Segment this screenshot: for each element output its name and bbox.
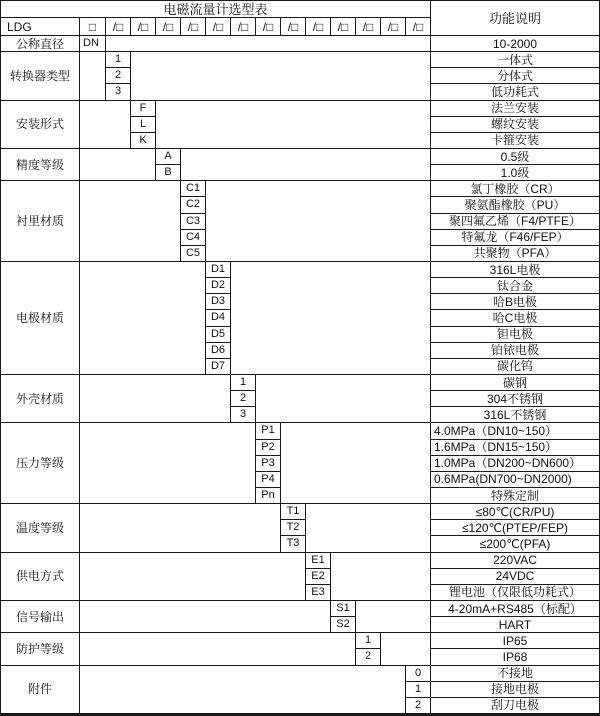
code-cell: T2 — [281, 520, 306, 536]
filler-cell — [80, 101, 131, 149]
model-slash-box: /□ — [381, 18, 406, 36]
code-cell: 2 — [231, 391, 256, 407]
desc-cell: 1.0MPa（DN200~DN600） — [431, 456, 599, 472]
desc-cell: 铂铱电极 — [431, 343, 599, 359]
model-slash-box: /□ — [306, 18, 331, 36]
desc-cell: 0.6MPa(DN700~DN2000) — [431, 472, 599, 488]
code-cell: DN — [80, 36, 106, 52]
code-cell: B — [156, 165, 181, 181]
filler-cell — [80, 633, 356, 665]
code-cell: 2 — [356, 649, 381, 665]
category-cell: 供电方式 — [1, 553, 80, 601]
category-cell: 安装形式 — [1, 101, 80, 149]
category-cell: 信号输出 — [1, 601, 80, 633]
category-cell: 公称直径 — [1, 36, 80, 52]
function-description-header: 功能说明 — [431, 1, 599, 36]
code-cell: C4 — [181, 230, 206, 246]
desc-cell: 哈B电极 — [431, 294, 599, 310]
desc-cell: 0.5级 — [431, 149, 599, 165]
code-cell: T1 — [281, 504, 306, 520]
desc-cell: 304不锈钢 — [431, 391, 599, 407]
code-cell: P4 — [256, 472, 281, 488]
filler-cell — [331, 553, 431, 601]
code-cell: S2 — [331, 617, 356, 633]
code-cell: 2 — [406, 698, 431, 714]
code-cell: K — [131, 133, 156, 149]
code-cell: C2 — [181, 197, 206, 213]
desc-cell: 4.0MPa（DN10~150） — [431, 423, 599, 439]
filler-cell — [80, 149, 156, 181]
desc-cell: 聚氨酯橡胶（PU） — [431, 197, 599, 213]
code-cell: 1 — [231, 375, 256, 391]
model-slash-box: /□ — [156, 18, 181, 36]
desc-cell: 碳化钨 — [431, 359, 599, 375]
code-cell: 2 — [106, 68, 131, 84]
desc-cell: 10-2000 — [431, 36, 599, 52]
code-cell: D3 — [206, 294, 231, 310]
model-slash-box: /□ — [231, 18, 256, 36]
category-cell: 压力等级 — [1, 423, 80, 504]
desc-cell: 220VAC — [431, 553, 599, 569]
filler-cell — [281, 423, 431, 504]
desc-cell: 螺纹安装 — [431, 117, 599, 133]
category-cell: 外壳材质 — [1, 375, 80, 423]
code-cell: A — [156, 149, 181, 165]
code-cell: P3 — [256, 456, 281, 472]
desc-cell: 钽电极 — [431, 327, 599, 343]
desc-cell: 卡箍安装 — [431, 133, 599, 149]
desc-cell: 一体式 — [431, 52, 599, 68]
code-cell: D5 — [206, 327, 231, 343]
desc-cell: 哈C电极 — [431, 310, 599, 326]
desc-cell: 聚四氟乙烯（F4/PTFE） — [431, 214, 599, 230]
code-cell: S1 — [331, 601, 356, 617]
code-cell: D2 — [206, 278, 231, 294]
filler-cell — [106, 36, 431, 52]
filler-cell — [206, 181, 431, 262]
desc-cell: ≤80℃(CR/PU) — [431, 504, 599, 520]
code-cell: Pn — [256, 488, 281, 504]
desc-cell: 钛合金 — [431, 278, 599, 294]
filler-cell — [80, 262, 206, 375]
code-cell: 3 — [106, 84, 131, 100]
code-cell: 1 — [356, 633, 381, 649]
desc-cell: 分体式 — [431, 68, 599, 84]
code-cell: D7 — [206, 359, 231, 375]
category-cell: 转换器类型 — [1, 52, 80, 100]
desc-cell: 刮刀电极 — [431, 698, 599, 714]
filler-cell — [306, 504, 431, 552]
code-cell: 0 — [406, 666, 431, 682]
category-cell: 温度等级 — [1, 504, 80, 552]
model-slash-box: /□ — [331, 18, 356, 36]
model-slash-box: /□ — [356, 18, 381, 36]
code-cell: 1 — [406, 682, 431, 698]
desc-cell: ≤200℃(PFA) — [431, 536, 599, 552]
code-cell: C3 — [181, 214, 206, 230]
filler-cell — [80, 375, 231, 423]
code-cell: E1 — [306, 553, 331, 569]
table-title: 电磁流量计选型表 — [1, 1, 431, 18]
model-prefix: LDG — [1, 18, 80, 36]
filler-cell — [80, 504, 281, 552]
desc-cell: ≤120℃(PTEP/FEP) — [431, 520, 599, 536]
filler-cell — [181, 149, 431, 181]
model-slash-box: /□ — [256, 18, 281, 36]
category-cell: 衬里材质 — [1, 181, 80, 262]
code-cell: D1 — [206, 262, 231, 278]
desc-cell: 碳钢 — [431, 375, 599, 391]
filler-cell — [80, 553, 306, 601]
code-cell: C1 — [181, 181, 206, 197]
code-cell: E2 — [306, 569, 331, 585]
code-cell: D4 — [206, 310, 231, 326]
code-cell: D6 — [206, 343, 231, 359]
desc-cell: 24VDC — [431, 569, 599, 585]
category-cell: 精度等级 — [1, 149, 80, 181]
filler-cell — [80, 423, 256, 504]
filler-cell — [80, 181, 181, 262]
desc-cell: 不接地 — [431, 666, 599, 682]
code-cell: E3 — [306, 585, 331, 601]
desc-cell: 氯丁橡胶（CR） — [431, 181, 599, 197]
code-cell: 3 — [231, 407, 256, 423]
filler-cell — [80, 666, 406, 714]
filler-cell — [156, 101, 431, 149]
code-cell: C5 — [181, 246, 206, 262]
model-slash-box: /□ — [106, 18, 131, 36]
filler-cell — [356, 601, 431, 633]
desc-cell: 接地电极 — [431, 682, 599, 698]
desc-cell: 1.6MPa（DN15~150） — [431, 440, 599, 456]
model-code-box: □ — [80, 18, 106, 36]
category-cell: 电极材质 — [1, 262, 80, 375]
desc-cell: 316L电极 — [431, 262, 599, 278]
filler-cell — [381, 633, 431, 665]
model-slash-box: /□ — [206, 18, 231, 36]
filler-cell — [256, 375, 431, 423]
category-cell: 附件 — [1, 666, 80, 714]
desc-cell: IP68 — [431, 649, 599, 665]
desc-cell: IP65 — [431, 633, 599, 649]
model-slash-box: /□ — [131, 18, 156, 36]
desc-cell: 锂电池（仅限低功耗式） — [431, 585, 599, 601]
desc-cell: HART — [431, 617, 599, 633]
filler-cell — [80, 601, 331, 633]
model-slash-box: /□ — [281, 18, 306, 36]
code-cell: F — [131, 101, 156, 117]
desc-cell: 特氟龙（F46/FEP） — [431, 230, 599, 246]
model-slash-box: /□ — [406, 18, 431, 36]
desc-cell: 4-20mA+RS485（标配） — [431, 601, 599, 617]
desc-cell: 特殊定制 — [431, 488, 599, 504]
code-cell: P2 — [256, 440, 281, 456]
desc-cell: 法兰安装 — [431, 101, 599, 117]
filler-cell — [131, 52, 431, 100]
filler-cell — [231, 262, 431, 375]
category-cell: 防护等级 — [1, 633, 80, 665]
filler-cell — [80, 52, 106, 100]
desc-cell: 共聚物（PFA） — [431, 246, 599, 262]
code-cell: P1 — [256, 423, 281, 439]
model-slash-box: /□ — [181, 18, 206, 36]
desc-cell: 1.0级 — [431, 165, 599, 181]
desc-cell: 316L不锈钢 — [431, 407, 599, 423]
code-cell: T3 — [281, 536, 306, 552]
desc-cell: 低功耗式 — [431, 84, 599, 100]
code-cell: 1 — [106, 52, 131, 68]
code-cell: L — [131, 117, 156, 133]
